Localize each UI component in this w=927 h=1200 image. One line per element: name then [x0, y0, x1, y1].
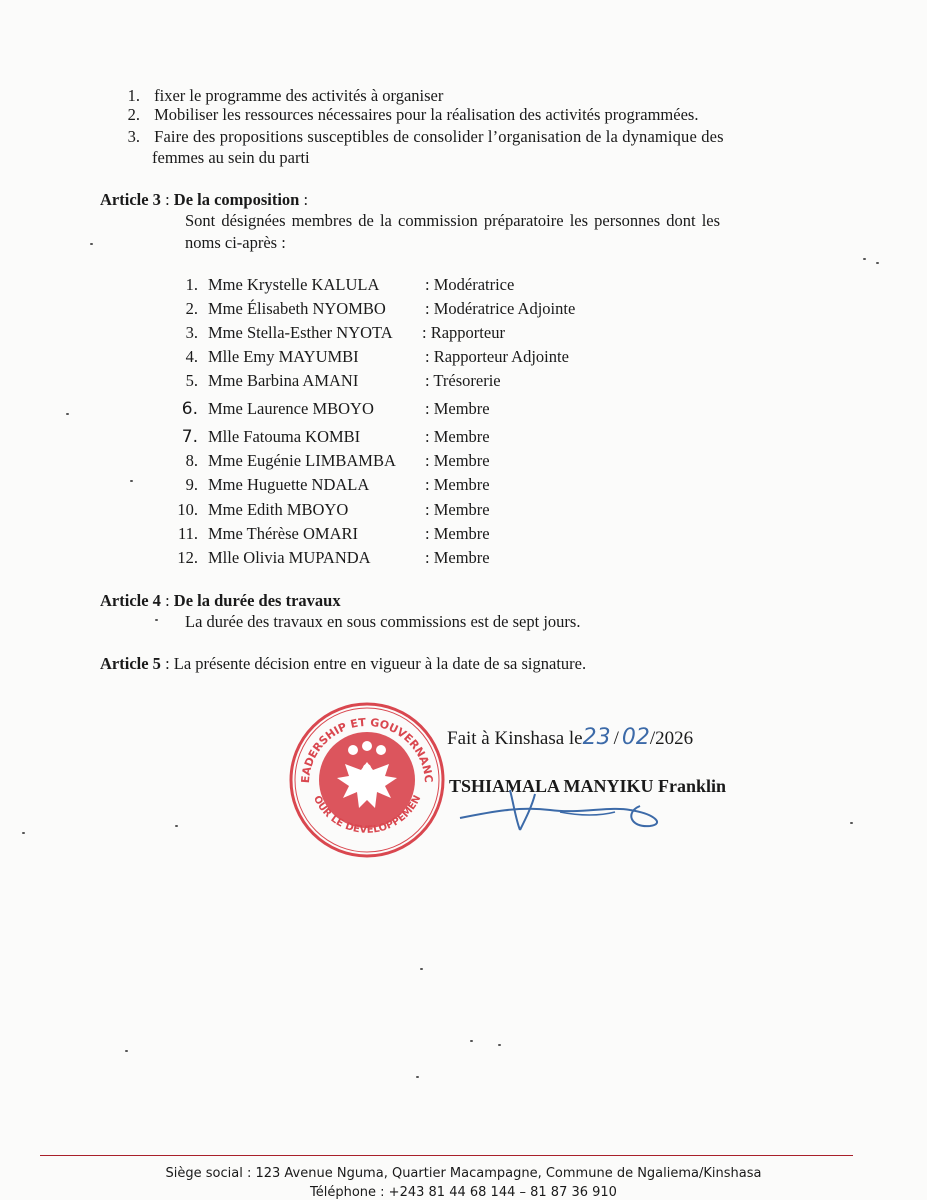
handwritten-signature — [440, 776, 680, 836]
signatory-name: TSHIAMALA MANYIKU Franklin — [449, 776, 727, 796]
handwritten-day: 23 — [582, 725, 611, 750]
article-3-heading: Article 3 : De la composition : — [100, 190, 309, 209]
scan-speck — [876, 262, 879, 264]
article-5: Article 5 : La présente décision entre en vigueur à la date de sa signature. — [100, 654, 587, 673]
footer-address: Siège social : 123 Avenue Nguma, Quartier Macampagne, Commune de Ngaliema/Kinshasa — [165, 1166, 762, 1181]
article-4-body: La durée des travaux en sous commissions est de sept jours. — [185, 612, 581, 631]
signature-date-line: Fait à Kinshasa le23 / 02/2026 — [447, 725, 694, 750]
scan-speck — [416, 1076, 419, 1078]
scan-speck — [66, 413, 69, 415]
objective-item: 1. fixer le programme des activités à organiser — [127, 86, 444, 105]
scan-speck — [850, 822, 853, 824]
scan-speck — [420, 968, 423, 970]
scan-speck — [498, 1044, 501, 1046]
official-seal — [287, 700, 447, 860]
article-3-intro: Sont désignées membres de la commission préparatoire les personnes dont les — [185, 211, 721, 230]
document-page: 1. fixer le programme des activités à organiser 2. Mobiliser les ressources nécessaires pour la réalisation des activités programmées. 3. Faire des propositions susceptibles de consolider l’organisation de la dynamique des femmes au sein du parti Article 3 : De la composition : Sont désignées membres de la commission préparatoire les personnes dont les noms ci-après : 1. Mme Krystelle KALULA : Modératrice 2. Mme Élisabeth NYOMBO : Modératrice Adjointe 3. Mme Stella-Esther NYOTA : Rapporteur 4. Mlle Emy MAYUMBI : Rapporteur Adjointe 5. Mme Barbina AMANI : Trésorerie 6. Mme Laurence MBOYO : Membre 7. Mlle Fatouma KOMBI : Membre 8. Mme Eugénie LIMBAMBA : Membre 9. Mme Huguette NDALA : Membre 10. Mme Edith MBOYO : Membre 11. Mme Thérèse OMARI : Membre 12. Mlle Olivia MUPANDA : Membre Article 4 : De la durée des travaux La durée des travaux en sous commissions est de sept jours. Article 5 : La présente décision entre en vigueur à la date de sa signature. EADERSHIP ET GOUVERNANC OUR LE DEVELOPPEMEN Fait à Kinshasa le23 / 02/2026 TSHIAMALA MANYIKU Franklin Siège social : 123 Avenue Nguma, Quartier Macampagne, Commune de Ngaliema/Kinshasa Téléphone : +243 81 44 68 144 – 81 87 36 910 — [0, 0, 927, 1200]
footer-rule — [40, 1155, 853, 1156]
scan-speck — [863, 258, 866, 260]
objective-item: 2. Mobiliser les ressources nécessaires pour la réalisation des activités programmées. — [127, 105, 699, 124]
scan-speck — [125, 1050, 128, 1052]
scan-speck — [155, 619, 158, 621]
scan-speck — [130, 480, 133, 482]
article-3-intro-cont: noms ci-après : — [185, 233, 286, 252]
svg-text:LEADERSHIP ET GOUVERNANCE: EADERSHIP ET GOUVERNANC — [298, 715, 436, 784]
article-4-heading: Article 4 : De la durée des travaux — [100, 591, 341, 610]
objective-item: 3. Faire des propositions susceptibles de consolider l’organisation de la dynamique des — [127, 127, 724, 146]
svg-text:POUR LE DEVELOPPEMENT: OUR LE DEVELOPPEMEN — [310, 793, 424, 836]
scan-speck — [22, 832, 25, 834]
scan-speck — [90, 243, 93, 245]
handwritten-month: 02 — [621, 725, 650, 750]
scan-speck — [175, 825, 178, 827]
seal-graphic — [287, 700, 447, 860]
footer-phone: Téléphone : +243 81 44 68 144 – 81 87 36 910 — [310, 1185, 617, 1200]
objective-continuation: femmes au sein du parti — [152, 148, 310, 167]
scan-speck — [470, 1040, 473, 1042]
